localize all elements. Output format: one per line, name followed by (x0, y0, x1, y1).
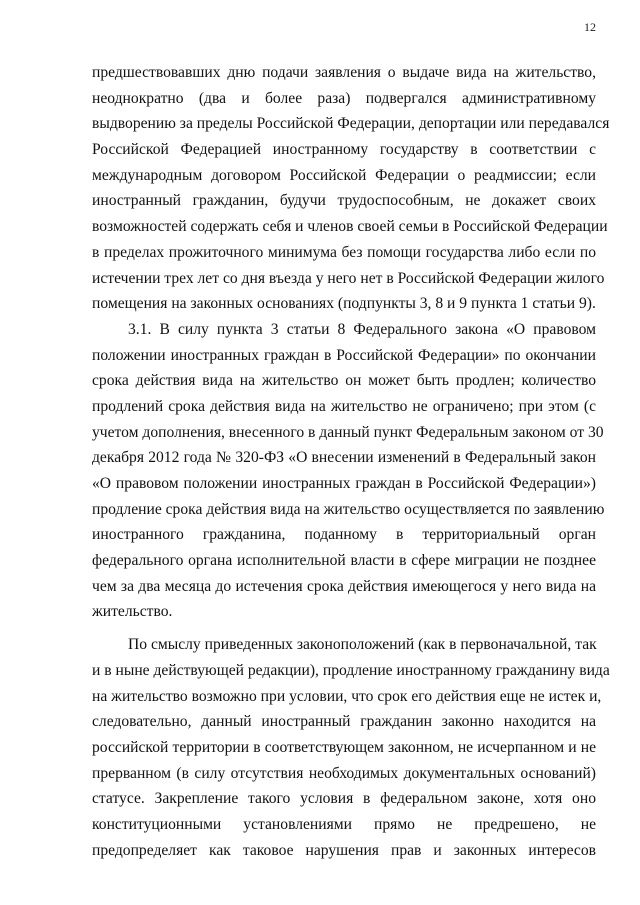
text-line: выдворению за пределы Российской Федерации, депортации или передавался (92, 115, 610, 133)
text-line: положении иностранных граждан в Российской Федерации» по окончании (92, 346, 596, 364)
text-line: прерванном (в силу отсутствия необходимых документальных оснований) (92, 764, 596, 782)
text-line: предшествовавших дню подачи заявления о выдаче вида на жительство, (92, 64, 596, 81)
text-line: на жительство возможно при условии, что срок его действия еще не истек и, (92, 687, 602, 705)
text-line: 3.1. В силу пункта 3 статьи 8 Федерального закона «О правовом (128, 320, 596, 338)
text-line: в пределах прожиточного минимума без помощи государства либо если по (92, 243, 596, 261)
text-line: и в ныне действующей редакции), продление иностранному гражданину вида (92, 661, 610, 679)
text-line: «О правовом положении иностранных граждан в Российской Федерации») (92, 475, 596, 492)
text-line: учетом дополнения, внесенного в данный пункт Федеральным законом от 30 (92, 423, 604, 441)
text-line: федерального органа исполнительной власти в сфере миграции не позднее (92, 552, 596, 570)
text-line: иностранный гражданин, будучи трудоспособным, не докажет своих (92, 192, 596, 210)
text-line: продление срока действия вида на жительство осуществляется по заявлению (92, 500, 605, 518)
text-line: истечении трех лет со дня въезда у него нет в Российской Федерации жилого (92, 269, 605, 287)
text-line: По смыслу приведенных законоположений (как в первоначальной, так (128, 636, 597, 654)
text-line: конституционными установлениями прямо не предрешено, не (92, 815, 596, 833)
text-line: продлений срока действия вида на жительство не ограничено; при этом (с (92, 397, 596, 415)
text-line: возможностей содержать себя и членов своей семьи в Российской Федерации (92, 218, 608, 236)
text-line: жительство. (92, 603, 173, 621)
text-line: следовательно, данный иностранный гражданин законно находится на (92, 713, 596, 731)
text-line: Российской Федерацией иностранному государству в соответствии с (92, 141, 596, 159)
text-line: неоднократно (два и более раза) подвергался административному (92, 89, 596, 107)
text-line: российской территории в соответствующем законном, не исчерпанном и не (92, 738, 596, 756)
text-line: помещения на законных основаниях (подпункты 3, 8 и 9 пункта 1 статьи 9). (92, 295, 596, 313)
text-line: предопределяет как таковое нарушения прав и законных интересов (92, 841, 596, 859)
document-body (92, 60, 610, 863)
text-line: чем за два месяца до истечения срока действия имеющегося у него вида на (92, 577, 596, 595)
text-line: декабря 2012 года № 320-ФЗ «О внесении изменений в Федеральный закон (92, 449, 596, 467)
text-line: срока действия вида на жительство он может быть продлен; количество (92, 372, 596, 390)
text-line: статусе. Закрепление такого условия в федеральном законе, хотя оно (92, 790, 596, 808)
text-line: иностранного гражданина, поданному в территориальный орган (92, 526, 596, 544)
page-number: 12 (584, 20, 596, 34)
paragraph-gap (92, 625, 596, 632)
text-line: международным договором Российской Федерации о реадмиссии; если (92, 166, 596, 184)
